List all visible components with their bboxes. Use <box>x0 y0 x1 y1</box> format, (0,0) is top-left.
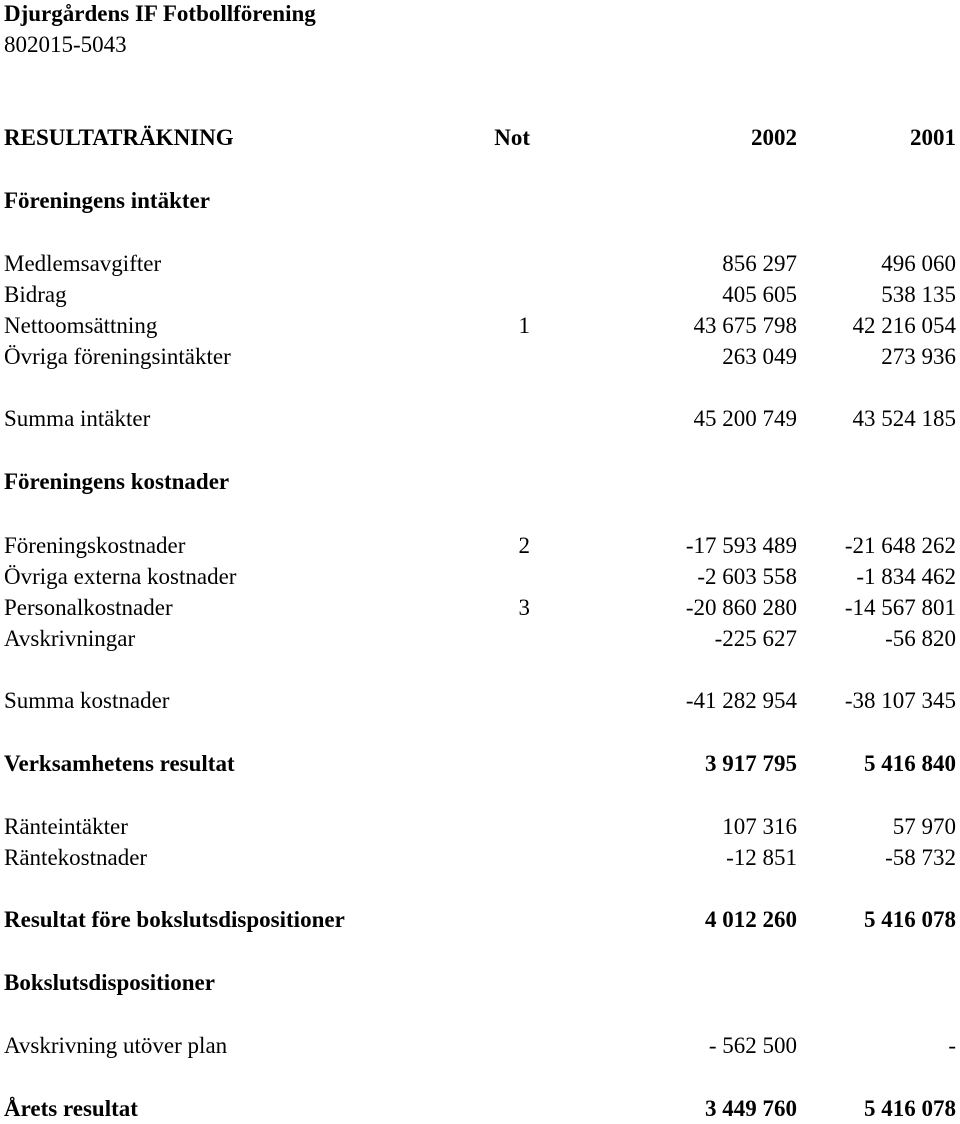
year-2001-header: 2001 <box>910 125 956 150</box>
row-label: Resultat före bokslutsdispositioner <box>4 907 345 932</box>
statement-title: RESULTATRÄKNING <box>4 125 234 150</box>
row-note: 3 <box>518 595 530 620</box>
income-statement-page <box>4 0 956 1124</box>
row-label: Räntekostnader <box>4 845 148 870</box>
appropriations-heading-label: Bokslutsdispositioner <box>4 970 215 995</box>
row-value-2002: 405 605 <box>722 282 797 307</box>
row-label: Övriga föreningsintäkter <box>4 344 231 369</box>
year-2002-header: 2002 <box>751 125 797 150</box>
income-heading <box>4 185 956 216</box>
row-note: 1 <box>518 313 530 338</box>
row-value-2002: -12 851 <box>726 845 797 870</box>
income-heading-label: Föreningens intäkter <box>4 188 210 213</box>
table-row <box>4 623 956 654</box>
operating-result-row <box>4 748 956 779</box>
row-value-2001: 5 416 840 <box>864 751 956 776</box>
statement-header-row <box>4 122 956 153</box>
row-value-2002: 3 449 760 <box>705 1096 797 1121</box>
row-value-2001: -14 567 801 <box>844 595 956 620</box>
row-value-2001: -1 834 462 <box>856 564 956 589</box>
row-value-2001: 5 416 078 <box>864 1096 956 1121</box>
row-value-2001: 496 060 <box>881 251 956 276</box>
row-value-2002: - 562 500 <box>708 1033 797 1058</box>
row-value-2001: 538 135 <box>881 282 956 307</box>
row-label: Personalkostnader <box>4 595 173 620</box>
org-number: 802015-5043 <box>4 32 127 57</box>
table-row <box>4 811 956 842</box>
row-label: Nettoomsättning <box>4 313 158 338</box>
row-value-2002: -225 627 <box>714 626 797 651</box>
row-label: Summa kostnader <box>4 688 170 713</box>
row-value-2001: -21 648 262 <box>844 533 956 558</box>
income-total-row <box>4 403 956 434</box>
table-row <box>4 248 956 279</box>
row-label: Summa intäkter <box>4 406 151 431</box>
costs-heading <box>4 466 956 497</box>
row-value-2002: 856 297 <box>722 251 797 276</box>
row-value-2002: 43 675 798 <box>693 313 797 338</box>
row-value-2001: 273 936 <box>881 344 956 369</box>
row-value-2002: 107 316 <box>722 814 797 839</box>
row-value-2001: 42 216 054 <box>852 313 956 338</box>
row-label: Årets resultat <box>4 1096 138 1121</box>
row-label: Avskrivningar <box>4 626 136 651</box>
row-value-2002: 263 049 <box>722 344 797 369</box>
table-row <box>4 561 956 592</box>
table-row <box>4 310 956 341</box>
row-value-2001: 57 970 <box>892 814 956 839</box>
row-value-2001: 5 416 078 <box>864 907 956 932</box>
note-column-header: Not <box>494 125 530 150</box>
row-label: Ränteintäkter <box>4 814 128 839</box>
table-row <box>4 341 956 372</box>
year-result-row <box>4 1093 956 1124</box>
org-name: Djurgårdens IF Fotbollförening <box>4 1 316 26</box>
costs-heading-label: Föreningens kostnader <box>4 469 230 494</box>
row-value-2002: -2 603 558 <box>697 564 797 589</box>
appropriations-heading <box>4 967 956 998</box>
row-label: Verksamhetens resultat <box>4 751 235 776</box>
costs-total-row <box>4 685 956 716</box>
row-value-2002: -20 860 280 <box>685 595 797 620</box>
spacer <box>4 60 956 118</box>
row-label: Avskrivning utöver plan <box>4 1033 228 1058</box>
table-row <box>4 279 956 310</box>
table-row <box>4 1030 956 1061</box>
pre-appropriations-row <box>4 904 956 935</box>
row-value-2001: -38 107 345 <box>844 688 956 713</box>
row-label: Medlemsavgifter <box>4 251 162 276</box>
table-row <box>4 530 956 561</box>
row-label: Föreningskostnader <box>4 533 186 558</box>
row-note: 2 <box>518 533 530 558</box>
row-value-2002: 45 200 749 <box>693 406 797 431</box>
row-value-2001: 43 524 185 <box>852 406 956 431</box>
row-value-2001: - <box>948 1033 956 1058</box>
row-value-2002: -17 593 489 <box>685 533 797 558</box>
row-label: Bidrag <box>4 282 67 307</box>
row-label: Övriga externa kostnader <box>4 564 237 589</box>
row-value-2001: -58 732 <box>885 845 956 870</box>
table-row <box>4 842 956 873</box>
row-value-2002: -41 282 954 <box>685 688 797 713</box>
row-value-2002: 3 917 795 <box>705 751 797 776</box>
row-value-2001: -56 820 <box>885 626 956 651</box>
row-value-2002: 4 012 260 <box>705 907 797 932</box>
table-row <box>4 592 956 623</box>
